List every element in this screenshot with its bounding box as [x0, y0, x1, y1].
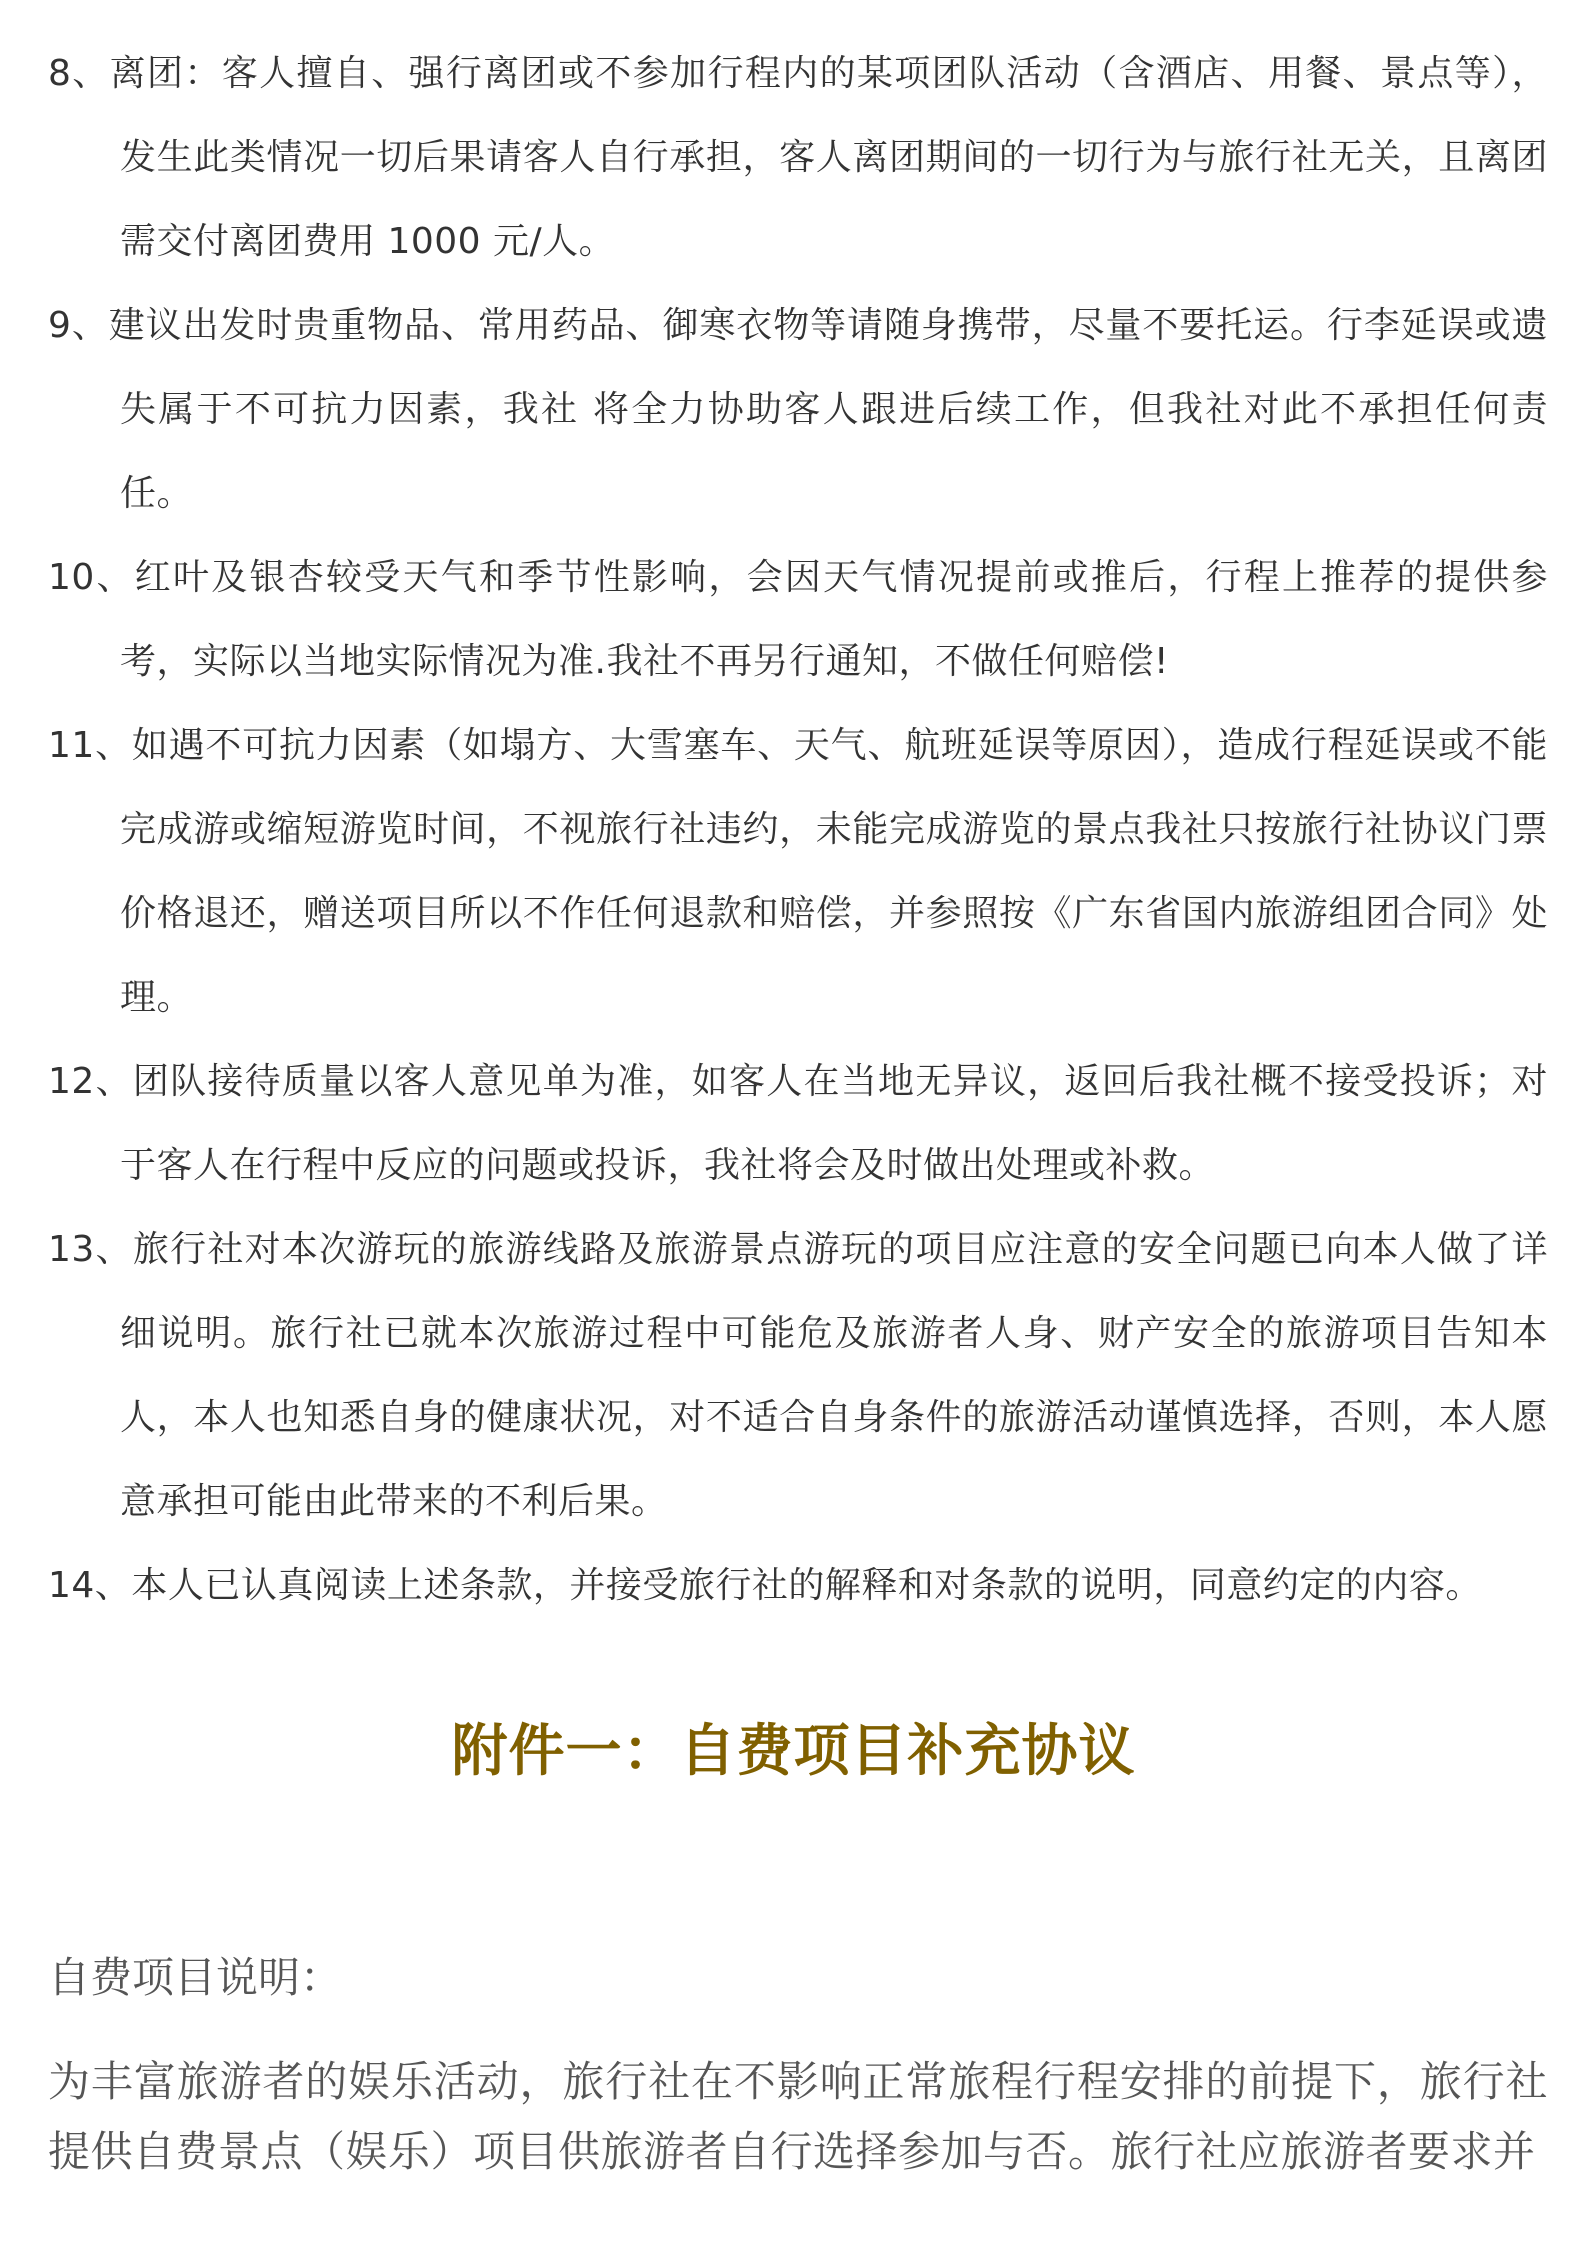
self-pay-label: 自费项目说明： — [48, 1953, 343, 2002]
term-number: 13、 — [48, 1229, 133, 1270]
term-item-9 — [48, 284, 1548, 536]
term-number: 14、 — [48, 1565, 132, 1606]
term-text: 红叶及银杏较受天气和季节性影响，会因天气情况提前或推后，行程上推荐的提供参考，实际以当地实际情况为准.我社不再另行通知，不做任何赔偿! — [120, 557, 1548, 682]
term-item-8 — [48, 32, 1548, 284]
attachment-title: 附件一：自费项目补充协议 — [451, 1719, 1136, 1784]
term-text: 本人已认真阅读上述条款，并接受旅行社的解释和对条款的说明，同意约定的内容。 — [131, 1565, 1482, 1606]
term-item-13 — [48, 1208, 1548, 1544]
term-number: 10、 — [48, 557, 135, 598]
term-number: 8、 — [48, 53, 110, 94]
term-item-11 — [48, 704, 1548, 1040]
term-number: 11、 — [48, 725, 132, 766]
term-number: 12、 — [48, 1061, 133, 1102]
term-number: 9、 — [48, 305, 109, 346]
terms-list — [48, 32, 1548, 1628]
self-pay-intro: 为丰富旅游者的娱乐活动，旅行社在不影响正常旅程行程安排的前提下，旅行社提供自费景点（娱乐）项目供旅游者自行选择参加与否。旅行社应旅游者要求并 — [48, 2057, 1548, 2176]
term-item-10 — [48, 536, 1548, 704]
term-text: 旅行社对本次游玩的旅游线路及旅游景点游玩的项目应注意的安全问题已向本人做了详细说明。旅行社已就本次旅游过程中可能危及旅游者人身、财产安全的旅游项目告知本人，本人也知悉自身的健康状况，对不适合自身条件的旅游活动谨慎选择，否则，本人愿意承担可能由此带来的不利后果。 — [120, 1229, 1548, 1522]
term-text: 离团：客人擅自、强行离团或不参加行程内的某项团队活动（含酒店、用餐、景点等），发生此类情况一切后果请客人自行承担，客人离团期间的一切行为与旅行社无关，且离团需交付离团费用 1000 元/人。 — [109, 53, 1548, 262]
term-text: 团队接待质量以客人意见单为准，如客人在当地无异议，返回后我社概不接受投诉；对于客人在行程中反应的问题或投诉，我社将会及时做出处理或补救。 — [120, 1061, 1548, 1186]
term-text: 如遇不可抗力因素（如塌方、大雪塞车、天气、航班延误等原因），造成行程延误或不能完成游或缩短游览时间，不视旅行社违约，未能完成游览的景点我社只按旅行社协议门票价格退还，赠送项目所以不作任何退款和赔偿，并参照按《广东省国内旅游组团合同》处理。 — [120, 725, 1548, 1018]
term-item-14 — [48, 1544, 1548, 1628]
term-text: 建议出发时贵重物品、常用药品、御寒衣物等请随身携带，尽量不要托运。行李延误或遗失属于不可抗力因素，我社 将全力协助客人跟进后续工作，但我社对此不承担任何责任。 — [108, 305, 1548, 514]
term-item-12 — [48, 1040, 1548, 1208]
